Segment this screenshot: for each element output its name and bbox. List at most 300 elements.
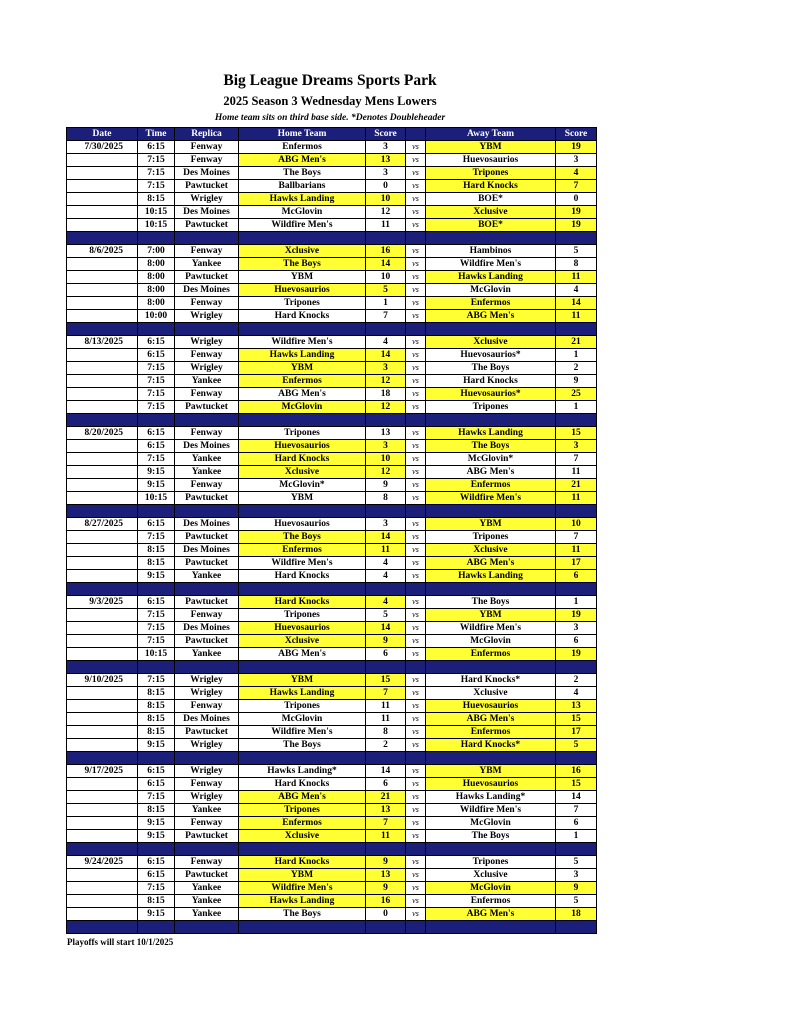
separator-cell bbox=[138, 414, 175, 427]
game-row bbox=[67, 427, 597, 440]
home-team: Enfermos bbox=[239, 544, 366, 557]
playoffs-note: Playoffs will start 10/1/2025 bbox=[67, 937, 174, 947]
game-time: 8:15 bbox=[138, 557, 175, 570]
game-field: Pawtucket bbox=[175, 830, 239, 843]
vs-label: vs bbox=[406, 544, 426, 557]
home-team: YBM bbox=[239, 362, 366, 375]
vs-label: vs bbox=[406, 336, 426, 349]
separator-cell bbox=[175, 232, 239, 245]
schedule-body bbox=[67, 141, 597, 934]
game-date bbox=[67, 258, 138, 271]
away-team: Enfermos bbox=[426, 895, 556, 908]
home-score: 13 bbox=[366, 869, 406, 882]
game-row bbox=[67, 167, 597, 180]
game-row bbox=[67, 453, 597, 466]
game-time: 8:15 bbox=[138, 726, 175, 739]
game-row bbox=[67, 440, 597, 453]
away-team: ABG Men's bbox=[426, 466, 556, 479]
away-score: 7 bbox=[556, 804, 597, 817]
page-title: Big League Dreams Sports Park bbox=[223, 72, 437, 89]
home-team: Huevosaurios bbox=[239, 518, 366, 531]
away-team: ABG Men's bbox=[426, 908, 556, 921]
home-team: Huevosaurios bbox=[239, 622, 366, 635]
away-team: The Boys bbox=[426, 440, 556, 453]
game-time: 7:00 bbox=[138, 245, 175, 258]
game-field: Pawtucket bbox=[175, 492, 239, 505]
home-team: ABG Men's bbox=[239, 791, 366, 804]
home-team: YBM bbox=[239, 492, 366, 505]
separator-cell bbox=[67, 505, 138, 518]
game-date bbox=[67, 375, 138, 388]
game-row bbox=[67, 336, 597, 349]
home-team: Enfermos bbox=[239, 375, 366, 388]
game-date: 9/24/2025 bbox=[67, 856, 138, 869]
game-row bbox=[67, 206, 597, 219]
away-score: 15 bbox=[556, 778, 597, 791]
game-date bbox=[67, 180, 138, 193]
away-team: Xclusive bbox=[426, 869, 556, 882]
week-separator bbox=[67, 414, 597, 427]
separator-cell bbox=[138, 505, 175, 518]
game-row bbox=[67, 674, 597, 687]
game-date bbox=[67, 908, 138, 921]
game-date bbox=[67, 778, 138, 791]
away-score: 1 bbox=[556, 830, 597, 843]
game-time: 10:15 bbox=[138, 219, 175, 232]
away-team: Hawks Landing bbox=[426, 570, 556, 583]
game-date bbox=[67, 388, 138, 401]
away-team: YBM bbox=[426, 141, 556, 154]
away-score: 9 bbox=[556, 375, 597, 388]
week-separator bbox=[67, 583, 597, 596]
home-score: 3 bbox=[366, 440, 406, 453]
col-vs bbox=[406, 128, 426, 141]
home-team: Hawks Landing bbox=[239, 895, 366, 908]
game-field: Des Moines bbox=[175, 206, 239, 219]
game-date: 7/30/2025 bbox=[67, 141, 138, 154]
away-score: 11 bbox=[556, 544, 597, 557]
vs-label: vs bbox=[406, 388, 426, 401]
game-date bbox=[67, 726, 138, 739]
away-team: Xclusive bbox=[426, 206, 556, 219]
game-row bbox=[67, 284, 597, 297]
vs-label: vs bbox=[406, 466, 426, 479]
away-team: The Boys bbox=[426, 596, 556, 609]
game-date bbox=[67, 167, 138, 180]
header-row bbox=[67, 128, 597, 141]
vs-label: vs bbox=[406, 856, 426, 869]
separator-cell bbox=[426, 414, 556, 427]
game-date bbox=[67, 453, 138, 466]
away-score: 2 bbox=[556, 674, 597, 687]
separator-cell bbox=[175, 414, 239, 427]
game-row bbox=[67, 830, 597, 843]
home-score: 12 bbox=[366, 401, 406, 414]
away-team: Hambinos bbox=[426, 245, 556, 258]
game-date bbox=[67, 687, 138, 700]
vs-label: vs bbox=[406, 830, 426, 843]
home-score: 11 bbox=[366, 700, 406, 713]
home-score: 4 bbox=[366, 570, 406, 583]
away-team: YBM bbox=[426, 609, 556, 622]
away-score: 5 bbox=[556, 245, 597, 258]
game-time: 6:15 bbox=[138, 869, 175, 882]
game-date bbox=[67, 557, 138, 570]
separator-cell bbox=[406, 843, 426, 856]
away-team: ABG Men's bbox=[426, 713, 556, 726]
game-time: 8:15 bbox=[138, 544, 175, 557]
vs-label: vs bbox=[406, 648, 426, 661]
vs-label: vs bbox=[406, 804, 426, 817]
game-row bbox=[67, 778, 597, 791]
home-team: The Boys bbox=[239, 908, 366, 921]
game-time: 7:15 bbox=[138, 375, 175, 388]
home-team: Xclusive bbox=[239, 245, 366, 258]
game-date bbox=[67, 440, 138, 453]
game-field: Fenway bbox=[175, 141, 239, 154]
home-score: 14 bbox=[366, 622, 406, 635]
game-row bbox=[67, 154, 597, 167]
away-score: 11 bbox=[556, 271, 597, 284]
home-score: 3 bbox=[366, 362, 406, 375]
game-row bbox=[67, 635, 597, 648]
col-away-score: Score bbox=[556, 128, 597, 141]
home-team: Hard Knocks bbox=[239, 778, 366, 791]
away-score: 19 bbox=[556, 648, 597, 661]
game-time: 7:15 bbox=[138, 609, 175, 622]
game-time: 7:15 bbox=[138, 453, 175, 466]
vs-label: vs bbox=[406, 700, 426, 713]
game-date bbox=[67, 869, 138, 882]
game-date bbox=[67, 895, 138, 908]
vs-label: vs bbox=[406, 167, 426, 180]
home-score: 7 bbox=[366, 817, 406, 830]
game-date bbox=[67, 531, 138, 544]
game-row bbox=[67, 271, 597, 284]
game-field: Fenway bbox=[175, 479, 239, 492]
separator-cell bbox=[138, 752, 175, 765]
week-separator bbox=[67, 661, 597, 674]
away-score: 19 bbox=[556, 219, 597, 232]
away-team: Wildfire Men's bbox=[426, 492, 556, 505]
home-score: 13 bbox=[366, 804, 406, 817]
week-separator bbox=[67, 752, 597, 765]
game-field: Wrigley bbox=[175, 791, 239, 804]
away-team: ABG Men's bbox=[426, 557, 556, 570]
game-time: 6:15 bbox=[138, 778, 175, 791]
separator-cell bbox=[239, 661, 366, 674]
vs-label: vs bbox=[406, 596, 426, 609]
home-team: Tripones bbox=[239, 804, 366, 817]
away-team: The Boys bbox=[426, 830, 556, 843]
away-team: McGlovin* bbox=[426, 453, 556, 466]
away-score: 15 bbox=[556, 427, 597, 440]
away-team: Tripones bbox=[426, 401, 556, 414]
home-team: Wildfire Men's bbox=[239, 726, 366, 739]
game-row bbox=[67, 219, 597, 232]
home-score: 11 bbox=[366, 219, 406, 232]
game-row bbox=[67, 895, 597, 908]
game-row bbox=[67, 700, 597, 713]
separator-cell bbox=[239, 843, 366, 856]
home-score: 16 bbox=[366, 895, 406, 908]
vs-label: vs bbox=[406, 622, 426, 635]
away-score: 21 bbox=[556, 336, 597, 349]
game-row bbox=[67, 544, 597, 557]
home-score: 2 bbox=[366, 739, 406, 752]
game-date bbox=[67, 206, 138, 219]
home-score: 6 bbox=[366, 778, 406, 791]
week-separator bbox=[67, 232, 597, 245]
game-row bbox=[67, 882, 597, 895]
game-field: Des Moines bbox=[175, 284, 239, 297]
game-field: Yankee bbox=[175, 804, 239, 817]
game-time: 8:15 bbox=[138, 804, 175, 817]
vs-label: vs bbox=[406, 739, 426, 752]
separator-cell bbox=[175, 843, 239, 856]
away-score: 8 bbox=[556, 258, 597, 271]
game-time: 7:15 bbox=[138, 882, 175, 895]
away-score: 13 bbox=[556, 700, 597, 713]
game-row bbox=[67, 479, 597, 492]
vs-label: vs bbox=[406, 635, 426, 648]
game-date bbox=[67, 791, 138, 804]
game-date bbox=[67, 570, 138, 583]
away-team: Hard Knocks* bbox=[426, 674, 556, 687]
home-score: 10 bbox=[366, 271, 406, 284]
home-team: Enfermos bbox=[239, 141, 366, 154]
vs-label: vs bbox=[406, 141, 426, 154]
game-date bbox=[67, 713, 138, 726]
away-score: 4 bbox=[556, 284, 597, 297]
game-time: 7:15 bbox=[138, 531, 175, 544]
separator-cell bbox=[138, 661, 175, 674]
game-date bbox=[67, 804, 138, 817]
separator-cell bbox=[67, 414, 138, 427]
game-field: Wrigley bbox=[175, 687, 239, 700]
separator-cell bbox=[556, 661, 597, 674]
game-row bbox=[67, 726, 597, 739]
separator-cell bbox=[426, 752, 556, 765]
home-team: YBM bbox=[239, 869, 366, 882]
vs-label: vs bbox=[406, 557, 426, 570]
home-score: 9 bbox=[366, 882, 406, 895]
away-score: 19 bbox=[556, 609, 597, 622]
game-row bbox=[67, 492, 597, 505]
game-time: 9:15 bbox=[138, 830, 175, 843]
vs-label: vs bbox=[406, 284, 426, 297]
game-time: 9:15 bbox=[138, 739, 175, 752]
game-row bbox=[67, 765, 597, 778]
game-time: 7:15 bbox=[138, 674, 175, 687]
game-time: 8:15 bbox=[138, 895, 175, 908]
game-time: 7:15 bbox=[138, 388, 175, 401]
home-score: 5 bbox=[366, 609, 406, 622]
home-score: 7 bbox=[366, 310, 406, 323]
game-time: 9:15 bbox=[138, 479, 175, 492]
game-time: 10:15 bbox=[138, 648, 175, 661]
game-time: 6:15 bbox=[138, 440, 175, 453]
away-score: 7 bbox=[556, 453, 597, 466]
game-field: Pawtucket bbox=[175, 596, 239, 609]
away-score: 10 bbox=[556, 518, 597, 531]
home-score: 3 bbox=[366, 518, 406, 531]
separator-cell bbox=[366, 921, 406, 934]
game-field: Des Moines bbox=[175, 167, 239, 180]
away-score: 3 bbox=[556, 154, 597, 167]
game-row bbox=[67, 622, 597, 635]
vs-label: vs bbox=[406, 453, 426, 466]
game-date bbox=[67, 193, 138, 206]
home-team: The Boys bbox=[239, 739, 366, 752]
game-time: 7:15 bbox=[138, 622, 175, 635]
away-score: 5 bbox=[556, 739, 597, 752]
away-score: 19 bbox=[556, 206, 597, 219]
away-team: Hawks Landing* bbox=[426, 791, 556, 804]
game-date: 8/13/2025 bbox=[67, 336, 138, 349]
game-field: Fenway bbox=[175, 700, 239, 713]
away-score: 17 bbox=[556, 726, 597, 739]
separator-cell bbox=[366, 752, 406, 765]
game-row bbox=[67, 687, 597, 700]
separator-cell bbox=[138, 583, 175, 596]
game-field: Yankee bbox=[175, 570, 239, 583]
home-score: 9 bbox=[366, 479, 406, 492]
game-field: Pawtucket bbox=[175, 869, 239, 882]
game-time: 6:15 bbox=[138, 349, 175, 362]
away-team: Hard Knocks* bbox=[426, 739, 556, 752]
home-team: Ballbarians bbox=[239, 180, 366, 193]
away-score: 6 bbox=[556, 570, 597, 583]
game-date bbox=[67, 830, 138, 843]
game-row bbox=[67, 804, 597, 817]
game-time: 8:15 bbox=[138, 193, 175, 206]
away-team: Tripones bbox=[426, 531, 556, 544]
home-score: 13 bbox=[366, 154, 406, 167]
game-date: 9/3/2025 bbox=[67, 596, 138, 609]
game-date bbox=[67, 466, 138, 479]
separator-cell bbox=[426, 661, 556, 674]
separator-cell bbox=[175, 661, 239, 674]
home-score: 3 bbox=[366, 167, 406, 180]
vs-label: vs bbox=[406, 362, 426, 375]
vs-label: vs bbox=[406, 401, 426, 414]
game-row bbox=[67, 310, 597, 323]
game-row bbox=[67, 856, 597, 869]
vs-label: vs bbox=[406, 206, 426, 219]
away-score: 14 bbox=[556, 297, 597, 310]
game-date bbox=[67, 817, 138, 830]
away-team: McGlovin bbox=[426, 635, 556, 648]
away-team: Huevosaurios bbox=[426, 154, 556, 167]
vs-label: vs bbox=[406, 518, 426, 531]
game-date bbox=[67, 219, 138, 232]
away-score: 3 bbox=[556, 440, 597, 453]
home-team: Tripones bbox=[239, 700, 366, 713]
game-row bbox=[67, 739, 597, 752]
game-field: Pawtucket bbox=[175, 635, 239, 648]
away-team: Huevosaurios bbox=[426, 778, 556, 791]
home-team: ABG Men's bbox=[239, 648, 366, 661]
home-team: Wildfire Men's bbox=[239, 557, 366, 570]
away-score: 17 bbox=[556, 557, 597, 570]
away-team: YBM bbox=[426, 518, 556, 531]
vs-label: vs bbox=[406, 479, 426, 492]
separator-cell bbox=[426, 323, 556, 336]
separator-cell bbox=[366, 661, 406, 674]
game-date bbox=[67, 284, 138, 297]
game-time: 9:15 bbox=[138, 908, 175, 921]
away-score: 11 bbox=[556, 466, 597, 479]
game-field: Fenway bbox=[175, 154, 239, 167]
home-team: Xclusive bbox=[239, 635, 366, 648]
week-separator bbox=[67, 323, 597, 336]
home-team: McGlovin bbox=[239, 206, 366, 219]
game-field: Pawtucket bbox=[175, 531, 239, 544]
col-home-team: Home Team bbox=[239, 128, 366, 141]
home-team: Huevosaurios bbox=[239, 284, 366, 297]
game-row bbox=[67, 245, 597, 258]
away-team: Enfermos bbox=[426, 479, 556, 492]
home-score: 16 bbox=[366, 245, 406, 258]
game-field: Pawtucket bbox=[175, 401, 239, 414]
game-field: Fenway bbox=[175, 388, 239, 401]
game-field: Fenway bbox=[175, 609, 239, 622]
home-team: Hard Knocks bbox=[239, 856, 366, 869]
separator-cell bbox=[175, 583, 239, 596]
home-score: 12 bbox=[366, 466, 406, 479]
game-time: 8:00 bbox=[138, 297, 175, 310]
game-field: Des Moines bbox=[175, 518, 239, 531]
vs-label: vs bbox=[406, 713, 426, 726]
game-field: Wrigley bbox=[175, 310, 239, 323]
separator-cell bbox=[426, 843, 556, 856]
game-field: Fenway bbox=[175, 245, 239, 258]
away-score: 7 bbox=[556, 180, 597, 193]
vs-label: vs bbox=[406, 570, 426, 583]
game-date bbox=[67, 401, 138, 414]
game-row bbox=[67, 531, 597, 544]
home-score: 8 bbox=[366, 726, 406, 739]
col-replica: Replica bbox=[175, 128, 239, 141]
vs-label: vs bbox=[406, 869, 426, 882]
vs-label: vs bbox=[406, 609, 426, 622]
game-date bbox=[67, 622, 138, 635]
home-score: 9 bbox=[366, 856, 406, 869]
week-separator bbox=[67, 505, 597, 518]
game-time: 7:15 bbox=[138, 791, 175, 804]
home-score: 10 bbox=[366, 193, 406, 206]
game-date: 9/17/2025 bbox=[67, 765, 138, 778]
separator-cell bbox=[67, 661, 138, 674]
away-score: 1 bbox=[556, 349, 597, 362]
away-score: 3 bbox=[556, 869, 597, 882]
separator-cell bbox=[426, 583, 556, 596]
away-score: 3 bbox=[556, 622, 597, 635]
home-score: 11 bbox=[366, 713, 406, 726]
away-score: 5 bbox=[556, 895, 597, 908]
game-time: 7:15 bbox=[138, 362, 175, 375]
separator-cell bbox=[556, 921, 597, 934]
game-field: Wrigley bbox=[175, 193, 239, 206]
home-team: Hawks Landing* bbox=[239, 765, 366, 778]
home-score: 4 bbox=[366, 557, 406, 570]
away-team: Enfermos bbox=[426, 297, 556, 310]
away-score: 1 bbox=[556, 596, 597, 609]
game-date: 9/10/2025 bbox=[67, 674, 138, 687]
separator-cell bbox=[556, 583, 597, 596]
game-field: Wrigley bbox=[175, 739, 239, 752]
